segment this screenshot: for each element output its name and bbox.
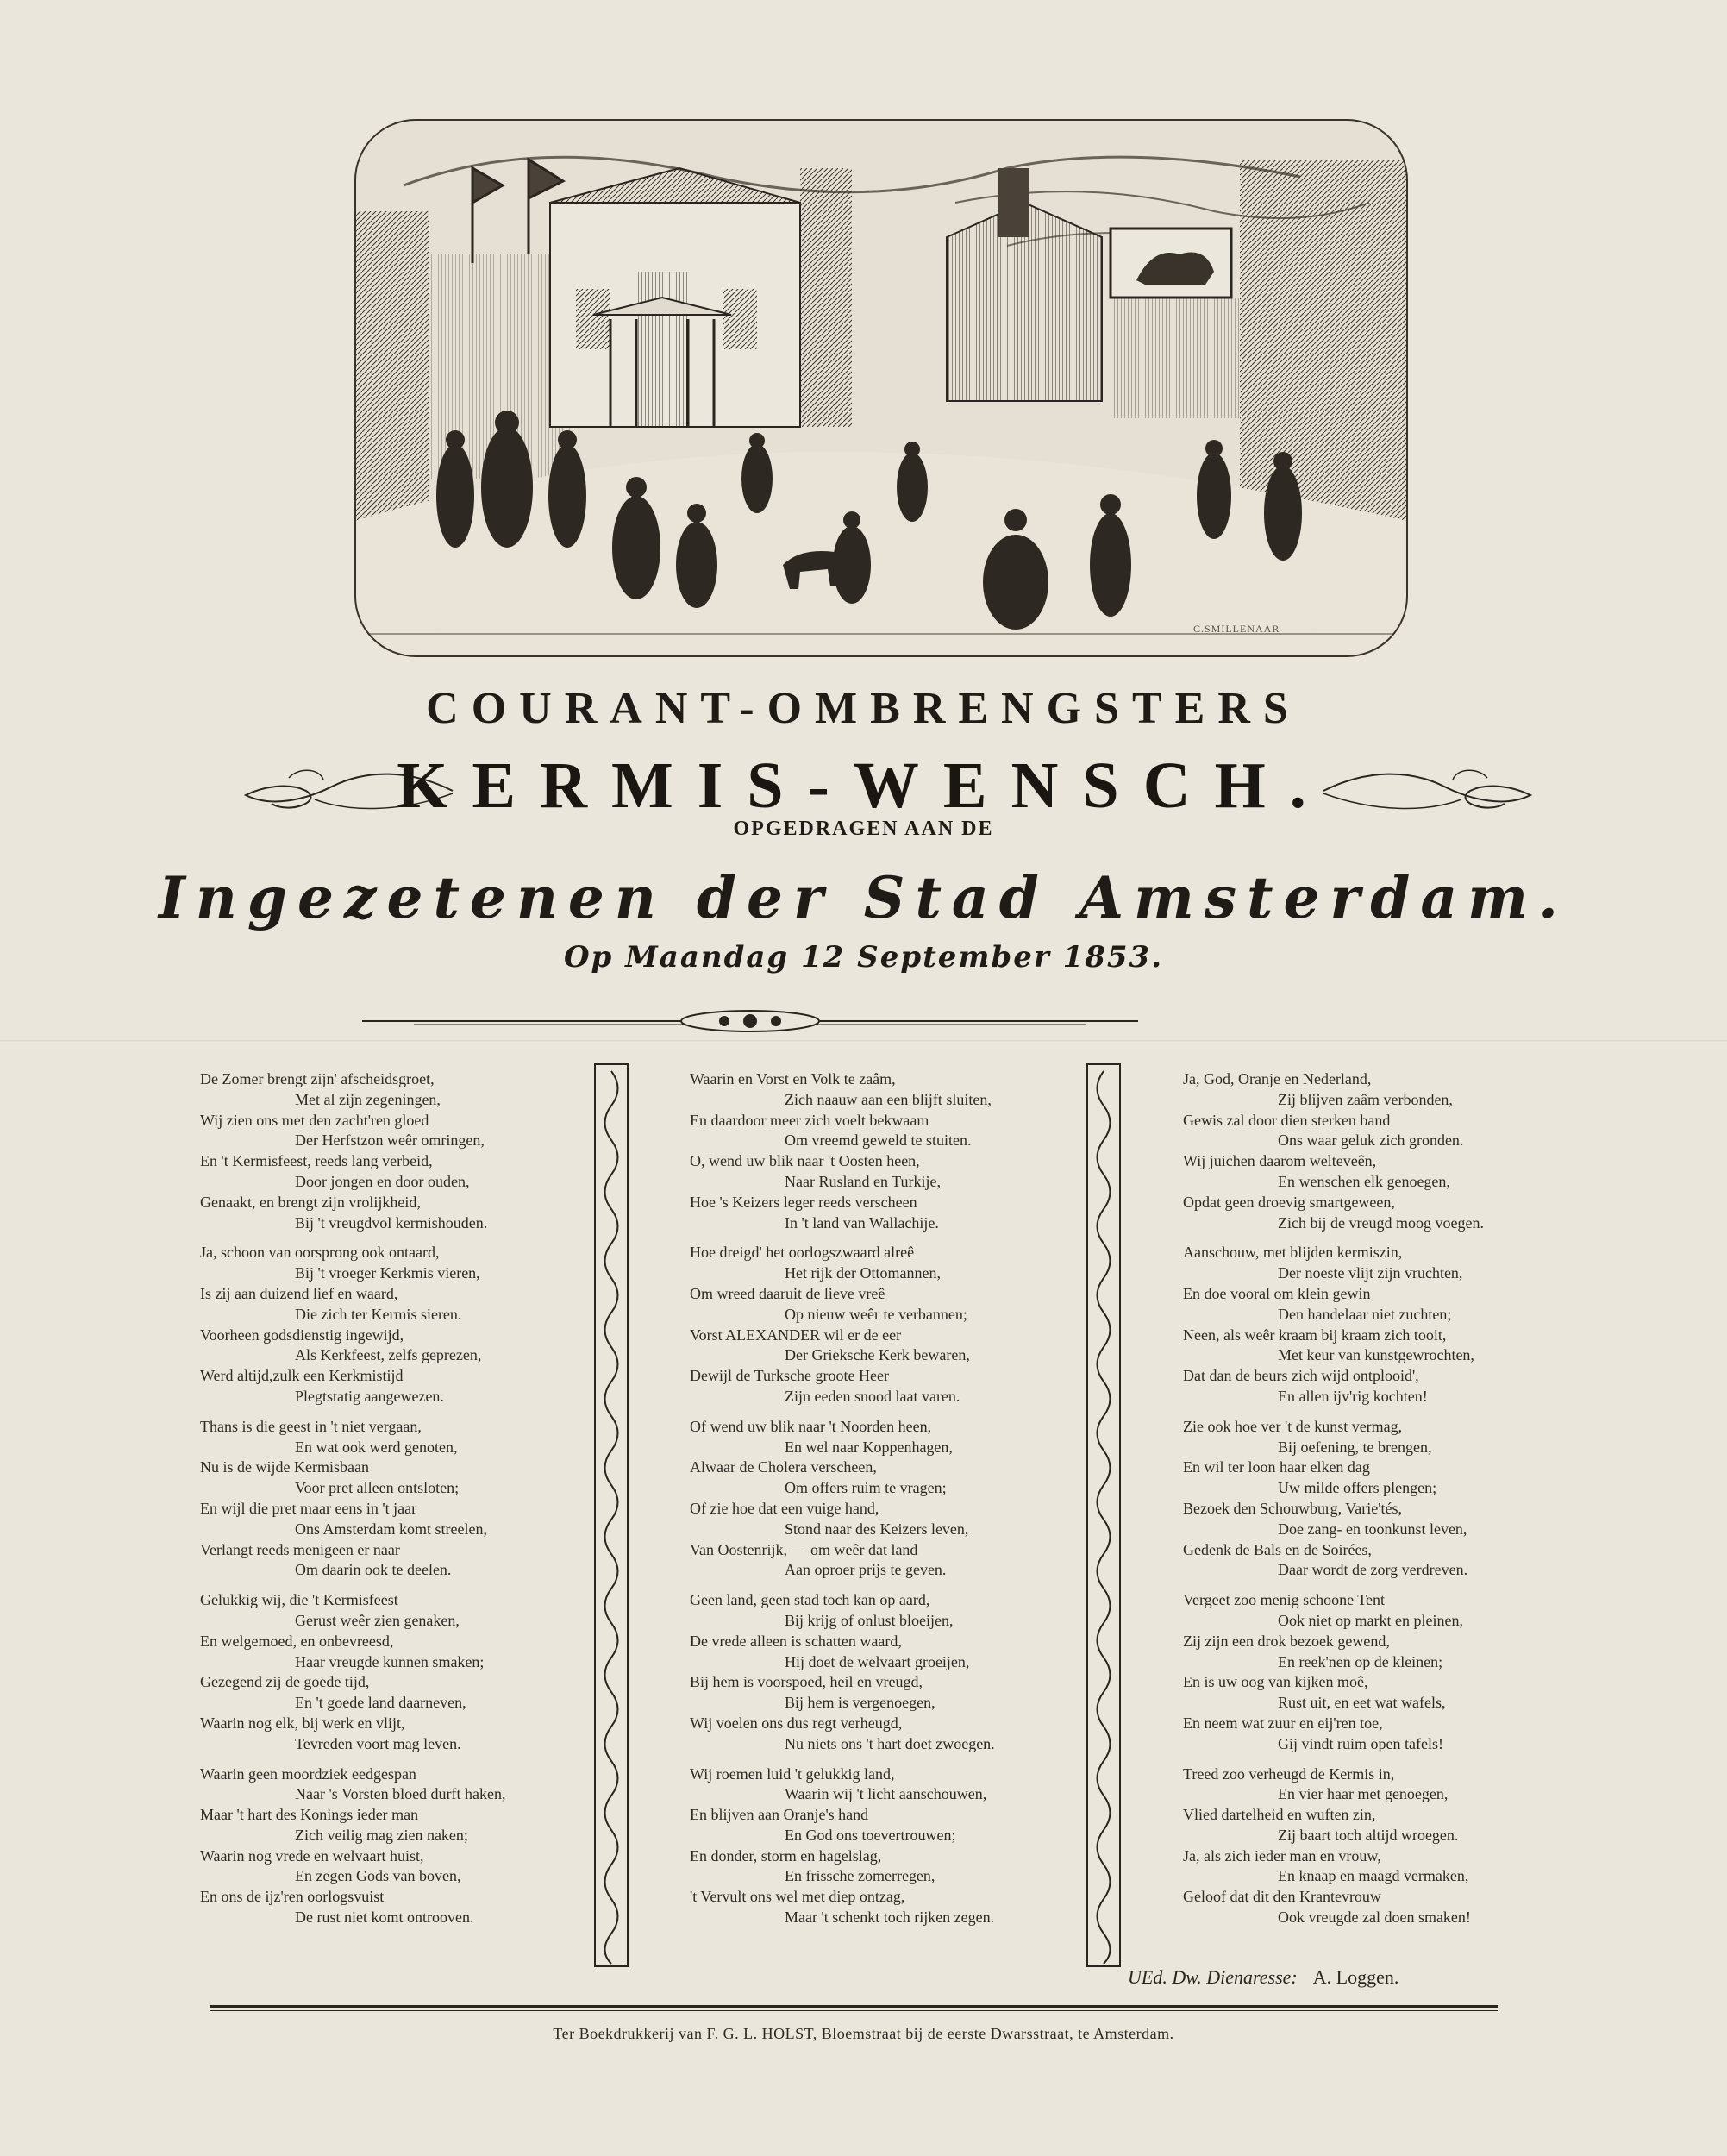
verse-line: En wenschen elk genoegen, <box>1278 1172 1450 1190</box>
verse-line: Door jongen en door ouden, <box>295 1172 470 1190</box>
verse-line: Werd altijd,zulk een Kerkmistijd <box>200 1367 404 1385</box>
inhabitants-heading: Ingezetenen der Stad Amsterdam. <box>159 864 1568 931</box>
verse-line: Op nieuw weêr te verbannen; <box>785 1305 967 1323</box>
title-line-1: COURANT-OMBRENGSTERS <box>426 684 1301 733</box>
stanza <box>200 1069 579 1233</box>
verse-line: Waarin geen moordziek eedgespan <box>200 1764 416 1783</box>
flourish-right-icon <box>1319 761 1539 821</box>
verse-line: De rust niet komt ontrooven. <box>295 1908 474 1927</box>
verse-line: En vier haar met genoegen, <box>1278 1785 1449 1803</box>
verse-line: En ons de ijz'ren oorlogsvuist <box>200 1888 385 1906</box>
verse-line: Rust uit, en eet wat wafels, <box>1278 1694 1446 1712</box>
verse-line: Gedenk de Bals en de Soirées, <box>1183 1540 1372 1558</box>
signature <box>1128 1966 1398 1989</box>
verse-line: Zij baart toch altijd wroegen. <box>1278 1826 1459 1844</box>
verse-line: Bezoek den Schouwburg, Varie'tés, <box>1183 1499 1403 1517</box>
verse-line: Wij roemen luid 't gelukkig land, <box>690 1764 895 1783</box>
verse-line: En God ons toevertrouwen; <box>785 1826 956 1844</box>
verse-line: Om wreed daaruit de lieve vreê <box>690 1284 885 1302</box>
verse-line: Ons Amsterdam komt streelen, <box>295 1520 487 1538</box>
verse-line: En wil ter loon haar elken dag <box>1183 1458 1370 1476</box>
verse-line: En zegen Gods van boven, <box>295 1867 461 1885</box>
verse-line: Wij voelen ons dus regt verheugd, <box>690 1714 903 1732</box>
footer-rule <box>210 2005 1498 2008</box>
verse-line: En 't goede land daarneven, <box>295 1694 466 1712</box>
verse-line: Zij zijn een drok bezoek gewend, <box>1183 1632 1390 1650</box>
verse-line: Met al zijn zegeningen, <box>295 1090 441 1108</box>
verse-line: En blijven aan Oranje's hand <box>690 1806 869 1824</box>
verse-line: Bij 't vreugdvol kermishouden. <box>295 1213 488 1232</box>
engraver-signature: C.SMILLENAAR <box>1193 623 1280 635</box>
verse-line: Bij hem is vergenoegen, <box>785 1694 935 1712</box>
verse-line: Waarin nog elk, bij werk en vlijt, <box>200 1714 405 1732</box>
verse-line: Nu is de wijde Kermisbaan <box>200 1458 369 1476</box>
verse-line: Alwaar de Cholera verscheen, <box>690 1458 877 1476</box>
verse-line: 't Vervult ons wel met diep ontzag, <box>690 1888 905 1906</box>
verse-line: Zijn eeden snood laat varen. <box>785 1387 960 1405</box>
verse-line: En wel naar Koppenhagen, <box>785 1438 953 1456</box>
vertical-ornament-left-icon <box>590 1062 633 1968</box>
verse-line: Hoe dreigd' het oorlogszwaard alreê <box>690 1244 915 1262</box>
verse-line: Om vreemd geweld te stuiten. <box>785 1131 972 1150</box>
verse-line: Zich bij de vreugd moog voegen. <box>1278 1213 1484 1232</box>
verse-line: O, wend uw blik naar 't Oosten heen, <box>690 1152 920 1170</box>
verse-line: Geen land, geen stad toch kan op aard, <box>690 1591 930 1609</box>
verse-line: Waarin en Vorst en Volk te zaâm, <box>690 1070 896 1087</box>
verse-line: De Zomer brengt zijn' afscheidsgroet, <box>200 1070 435 1087</box>
stanza <box>1183 1069 1562 1233</box>
verse-line: De vrede alleen is schatten waard, <box>690 1632 902 1650</box>
verse-line: En neem wat zuur en eij'ren toe, <box>1183 1714 1383 1732</box>
verse-line: Tevreden voort mag leven. <box>295 1734 461 1752</box>
verse-line: Vorst ALEXANDER wil er de eer <box>690 1326 902 1344</box>
verse-line: In 't land van Wallachije. <box>785 1213 939 1232</box>
verse-line: En wat ook werd genoten, <box>295 1438 458 1456</box>
stanza <box>690 1243 1069 1407</box>
stanza <box>690 1764 1069 1928</box>
verse-line: Om offers ruim te vragen; <box>785 1479 947 1497</box>
signature-prefix: UEd. Dw. Dienaresse: <box>1128 1966 1298 1988</box>
title-line-2: KERMIS-WENSCH. <box>397 749 1330 822</box>
verse-line: Uw milde offers plengen; <box>1278 1479 1437 1497</box>
verse-line: Gelukkig wij, die 't Kermisfeest <box>200 1591 398 1609</box>
verse-line: Zie ook hoe ver 't de kunst vermag, <box>1183 1417 1403 1435</box>
verse-line: En reek'nen op de kleinen; <box>1278 1652 1443 1670</box>
verse-line: Die zich ter Kermis sieren. <box>295 1305 462 1323</box>
verse-line: Maar 't schenkt toch rijken zegen. <box>785 1908 995 1927</box>
verse-line: En wijl die pret maar eens in 't jaar <box>200 1499 417 1517</box>
verse-line: En allen ijv'rig kochten! <box>1278 1387 1428 1405</box>
verse-line: En doe vooral om klein gewin <box>1183 1284 1371 1302</box>
stanza <box>200 1243 579 1407</box>
stanza <box>690 1590 1069 1754</box>
verse-line: Der Herfstzon weêr omringen, <box>295 1131 485 1150</box>
poem-column-3 <box>1183 1069 1562 1938</box>
printer-imprint: Ter Boekdrukkerij van F. G. L. HOLST, Bloemstraat bij de eerste Dwarsstraat, te Amsterdam. <box>553 2025 1174 2042</box>
verse-line: Plegtstatig aangewezen. <box>295 1387 444 1405</box>
verse-line: Thans is die geest in 't niet vergaan, <box>200 1417 422 1435</box>
verse-line: Of wend uw blik naar 't Noorden heen, <box>690 1417 932 1435</box>
verse-line: Is zij aan duizend lief en waard, <box>200 1284 398 1302</box>
verse-line: Of zie hoe dat een vuige hand, <box>690 1499 879 1517</box>
verse-line: Daar wordt de zorg verdreven. <box>1278 1561 1468 1579</box>
verse-line: Hij doet de welvaart groeijen, <box>785 1652 970 1670</box>
verse-line: Opdat geen droevig smartgeween, <box>1183 1193 1395 1211</box>
verse-line: Gewis zal door dien sterken band <box>1183 1111 1391 1129</box>
verse-line: Neen, als weêr kraam bij kraam zich tooit, <box>1183 1326 1447 1344</box>
verse-line: Zich veilig mag zien naken; <box>295 1826 468 1844</box>
verse-line: Waarin nog vrede en welvaart huist, <box>200 1846 424 1865</box>
verse-line: Zich naauw aan een blijft sluiten, <box>785 1090 992 1108</box>
kermis-street-scene-engraving <box>352 116 1411 660</box>
verse-line: Aanschouw, met blijden kermiszin, <box>1183 1244 1403 1262</box>
verse-line: Verlangt reeds menigeen er naar <box>200 1540 400 1558</box>
stanza <box>1183 1764 1562 1928</box>
verse-line: Vlied dartelheid en wuften zin, <box>1183 1806 1376 1824</box>
stanza <box>1183 1590 1562 1754</box>
verse-line: Naar 's Vorsten bloed durft haken, <box>295 1785 506 1803</box>
stanza <box>200 1764 579 1928</box>
verse-line: Den handelaar niet zuchten; <box>1278 1305 1452 1323</box>
verse-line: Vergeet zoo menig schoone Tent <box>1183 1591 1386 1609</box>
poem-column-2 <box>690 1069 1069 1938</box>
ornamental-divider-icon <box>362 1007 1138 1033</box>
verse-line: Haar vreugde kunnen smaken; <box>295 1652 485 1670</box>
verse-line: Genaakt, en brengt zijn vrolijkheid, <box>200 1193 421 1211</box>
verse-line: Waarin wij 't licht aanschouwen, <box>785 1785 987 1803</box>
verse-line: Der Grieksche Kerk bewaren, <box>785 1346 970 1364</box>
stanza <box>1183 1243 1562 1407</box>
stanza <box>690 1417 1069 1581</box>
verse-line: Ons waar geluk zich gronden. <box>1278 1131 1464 1150</box>
verse-line: Voor pret alleen ontsloten; <box>295 1479 460 1497</box>
stanza <box>690 1069 1069 1233</box>
verse-line: Treed zoo verheugd de Kermis in, <box>1183 1764 1395 1783</box>
verse-line: En 't Kermisfeest, reeds lang verbeid, <box>200 1152 433 1170</box>
verse-line: Bij 't vroeger Kerkmis vieren, <box>295 1264 480 1282</box>
verse-line: Naar Rusland en Turkije, <box>785 1172 941 1190</box>
verse-line: Gerust weêr zien genaken, <box>295 1611 460 1629</box>
verse-line: En is uw oog van kijken moê, <box>1183 1673 1368 1691</box>
stanza <box>1183 1417 1562 1581</box>
verse-line: En daardoor meer zich voelt bekwaam <box>690 1111 929 1129</box>
vertical-ornament-right-icon <box>1082 1062 1125 1968</box>
poem-column-1 <box>200 1069 579 1938</box>
verse-line: Stond naar des Keizers leven, <box>785 1520 969 1538</box>
verse-line: Nu niets ons 't hart doet zwoegen. <box>785 1734 995 1752</box>
verse-line: Dewijl de Turksche groote Heer <box>690 1367 889 1385</box>
verse-line: Bij oefening, te brengen, <box>1278 1438 1432 1456</box>
footer-rule-thin <box>210 2010 1498 2011</box>
verse-line: En welgemoed, en onbevreesd, <box>200 1632 394 1650</box>
kermis-engraving-illustration <box>352 116 1411 660</box>
verse-line: Wij zien ons met den zacht'ren gloed <box>200 1111 429 1129</box>
verse-line: Met keur van kunstgewrochten, <box>1278 1346 1474 1364</box>
verse-line: Gij vindt ruim open tafels! <box>1278 1734 1443 1752</box>
signature-name: A. Loggen. <box>1312 1966 1399 1988</box>
verse-line: Bij hem is voorspoed, heil en vreugd, <box>690 1673 923 1691</box>
verse-line: Van Oostenrijk, — om weêr dat land <box>690 1540 918 1558</box>
verse-line: Ook vreugde zal doen smaken! <box>1278 1908 1471 1927</box>
verse-line: Dat dan de beurs zich wijd ontplooid', <box>1183 1367 1419 1385</box>
verse-line: Voorheen godsdienstig ingewijd, <box>200 1326 404 1344</box>
verse-line: Als Kerkfeest, zelfs geprezen, <box>295 1346 482 1364</box>
verse-line: Om daarin ook te deelen. <box>295 1561 452 1579</box>
verse-line: Maar 't hart des Konings ieder man <box>200 1806 419 1824</box>
stanza <box>200 1417 579 1581</box>
verse-line: Wij juichen daarom welteveên, <box>1183 1152 1377 1170</box>
date-line: Op Maandag 12 September 1853. <box>563 940 1164 975</box>
paper-fold <box>0 1040 1727 1043</box>
verse-line: Zij blijven zaâm verbonden, <box>1278 1090 1453 1108</box>
verse-line: Doe zang- en toonkunst leven, <box>1278 1520 1467 1538</box>
verse-line: En frissche zomerregen, <box>785 1867 935 1885</box>
verse-line: Ja, God, Oranje en Nederland, <box>1183 1070 1372 1087</box>
verse-line: Bij krijg of onlust bloeijen, <box>785 1611 954 1629</box>
verse-line: Ja, als zich ieder man en vrouw, <box>1183 1846 1381 1865</box>
verse-line: En knaap en maagd vermaken, <box>1278 1867 1469 1885</box>
verse-line: Ja, schoon van oorsprong ook ontaard, <box>200 1244 440 1262</box>
verse-line: Hoe 's Keizers leger reeds verscheen <box>690 1193 917 1211</box>
verse-line: Gezegend zij de goede tijd, <box>200 1673 370 1691</box>
dedication-line: OPGEDRAGEN AAN DE <box>733 818 994 840</box>
verse-line: Het rijk der Ottomannen, <box>785 1264 941 1282</box>
verse-line: En donder, storm en hagelslag, <box>690 1846 882 1865</box>
verse-line: Der noeste vlijt zijn vruchten, <box>1278 1264 1463 1282</box>
stanza <box>200 1590 579 1754</box>
verse-line: Geloof dat dit den Krantevrouw <box>1183 1888 1381 1906</box>
verse-line: Ook niet op markt en pleinen, <box>1278 1611 1463 1629</box>
verse-line: Aan oproer prijs te geven. <box>785 1561 947 1579</box>
